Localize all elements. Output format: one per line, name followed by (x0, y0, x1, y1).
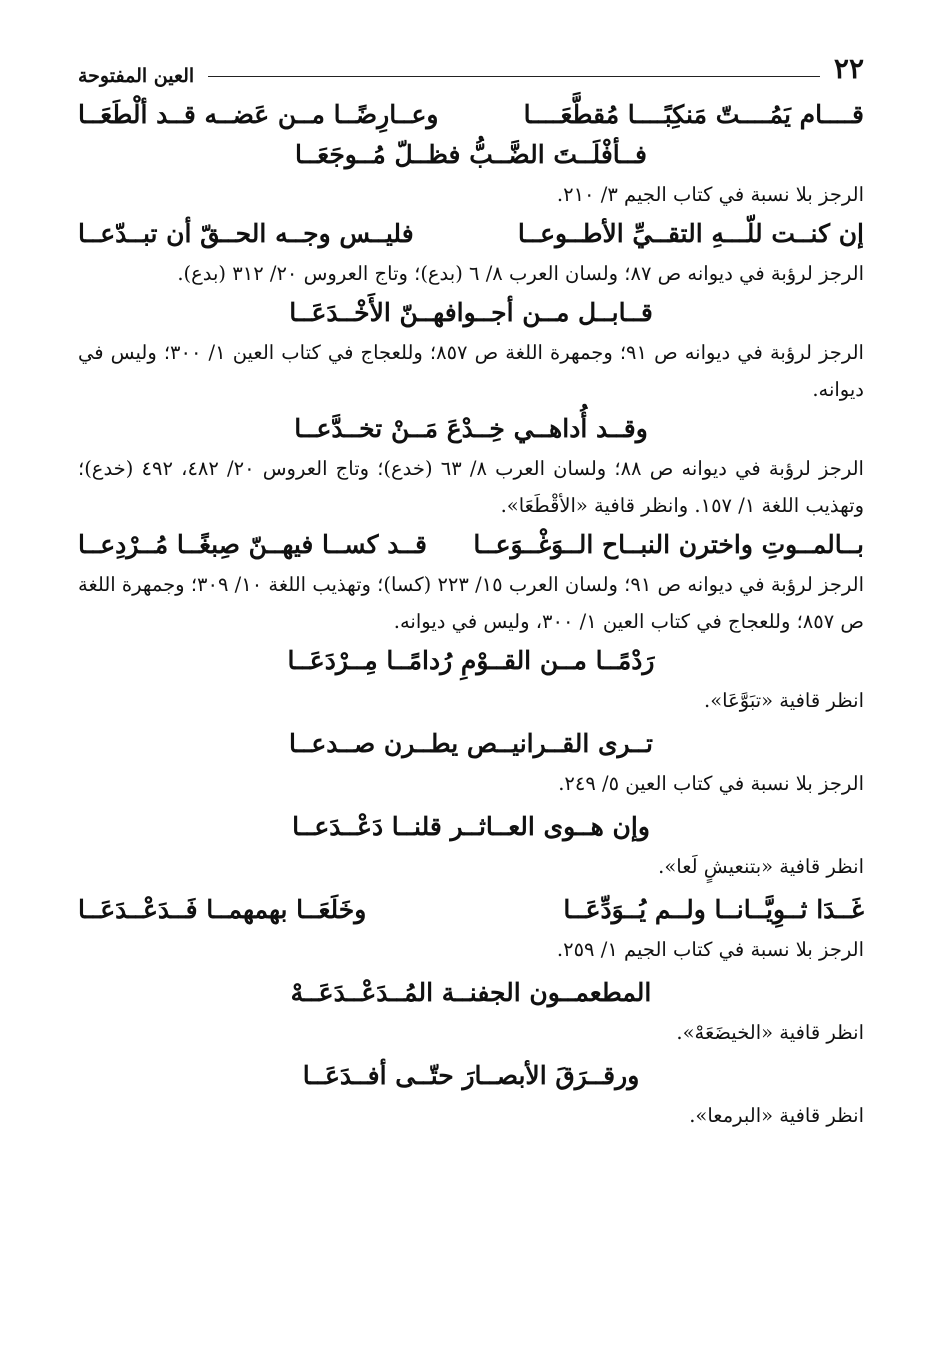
verse-couplet (78, 889, 864, 931)
source-note: الرجز بلا نسبة في كتاب الجيم ١/ ٢٥٩. (556, 938, 864, 961)
book-title: العين المفتوحة (78, 65, 195, 87)
entry (78, 806, 864, 885)
entry (78, 972, 864, 1051)
entry (78, 1055, 864, 1134)
entry (78, 723, 864, 802)
hemistich-left: وعــارِضًــا مــن عَضــه قــد ألْطَعَــا (78, 100, 439, 129)
verse-line: رَدْمًــا مــن القــوْمِ رُدامًــا مِــرْدَعَــا (287, 646, 655, 675)
source-note: انظر قافية «تبَوَّعَا». (704, 689, 864, 712)
entry (78, 889, 864, 968)
verse-line: وقــد أُداهــي خِــدْعَ مَــنْ تخــدَّعــا (294, 414, 648, 443)
hemistich-right: غَــدَا ثــوِيَّــانــا ولــم يُــوَدِّعَــا (563, 895, 864, 924)
entry (78, 524, 864, 640)
entry (78, 640, 864, 719)
source-note: انظر قافية «البرمعا». (689, 1104, 864, 1127)
source-note: الرجز لرؤبة في ديوانه ص ٨٧؛ ولسان العرب ٨/ ٦ (بدع)؛ وتاج العروس ٢٠/ ٣١٢ (بدع). (177, 262, 864, 285)
verse-couplet (78, 213, 864, 255)
verse-third-line: فــأفْلَــتَ الضَّــبُّ فظــلّ مُــوجَعَــا (295, 140, 647, 169)
entries (78, 94, 864, 1134)
header-rule (208, 76, 820, 77)
source-note: الرجز بلا نسبة في كتاب العين ٥/ ٢٤٩. (558, 772, 864, 795)
verse-couplet (78, 94, 864, 136)
hemistich-left: فليــس وجــه الحــقّ أن تبــدّعــا (78, 219, 414, 248)
source-note: انظر قافية «الخيضَعَهْ». (676, 1021, 864, 1044)
source-note: الرجز لرؤبة في ديوانه ص ٩١؛ ولسان العرب ١٥/ ٢٢٣ (كسا)؛ وتهذيب اللغة ١٠/ ٣٠٩؛ وجمهرة اللغة ص ٨٥٧؛ وللعجاج في كتاب العين ١/ ٣٠٠، وليس في ديوانه. (78, 573, 864, 633)
source-note: الرجز لرؤبة في ديوانه ص ٩١؛ وجمهرة اللغة ص ٨٥٧؛ وللعجاج في كتاب العين ١/ ٣٠٠؛ وليس في ديوانه. (78, 341, 864, 401)
entry (78, 292, 864, 408)
verse-line: تــرى القــرانيــص يطــرن صــدعــا (289, 729, 653, 758)
verse-couplet (78, 524, 864, 566)
verse-line: قــابــل مــن أجــوافهــنّ الأَخْــدَعَــا (289, 298, 653, 327)
verse-line: المطعمــون الجفنــة المُــدَعْــدَعَــهْ (290, 978, 652, 1007)
hemistich-right: قــــام يَمُــــتّ مَنكِبًــــا مُقطَّعَــــا (523, 100, 864, 129)
entry (78, 408, 864, 524)
hemistich-right: بــالمــوتِ واخترن النبــاح الــوَغْــوَعــا (473, 530, 864, 559)
page-header (78, 48, 864, 88)
hemistich-left: قــد كســا فيهــنّ صِبغًــا مُــرْدِعــا (78, 530, 427, 559)
entry (78, 213, 864, 292)
page-number: ٢٢ (833, 51, 864, 85)
source-note: انظر قافية «بتنعيشٍ لَعا». (658, 855, 864, 878)
source-note: الرجز بلا نسبة في كتاب الجيم ٣/ ٢١٠. (556, 183, 864, 206)
page (78, 48, 864, 1138)
verse-line: ورقــرَقَ الأبصــارَ حتّــى أفــدَعَــا (302, 1061, 640, 1090)
hemistich-left: وخَلَعَــا بهمهمــا فَــدَعْــدَعَــا (78, 895, 367, 924)
hemistich-right: إن كنــت للّـــهِ التقــيِّ الأطــوعــا (517, 219, 864, 248)
verse-line: وإن هــوى العــاثــر قلنــا دَعْــدَعــا (292, 812, 650, 841)
entry (78, 94, 864, 213)
source-note: الرجز لرؤبة في ديوانه ص ٨٨؛ ولسان العرب ٨/ ٦٣ (خدع)؛ وتاج العروس ٢٠/ ٤٨٢، ٤٩٢ (خدع)؛ وتهذيب اللغة ١/ ١٥٧. وانظر قافية «الأقْطَعَا». (78, 457, 864, 517)
